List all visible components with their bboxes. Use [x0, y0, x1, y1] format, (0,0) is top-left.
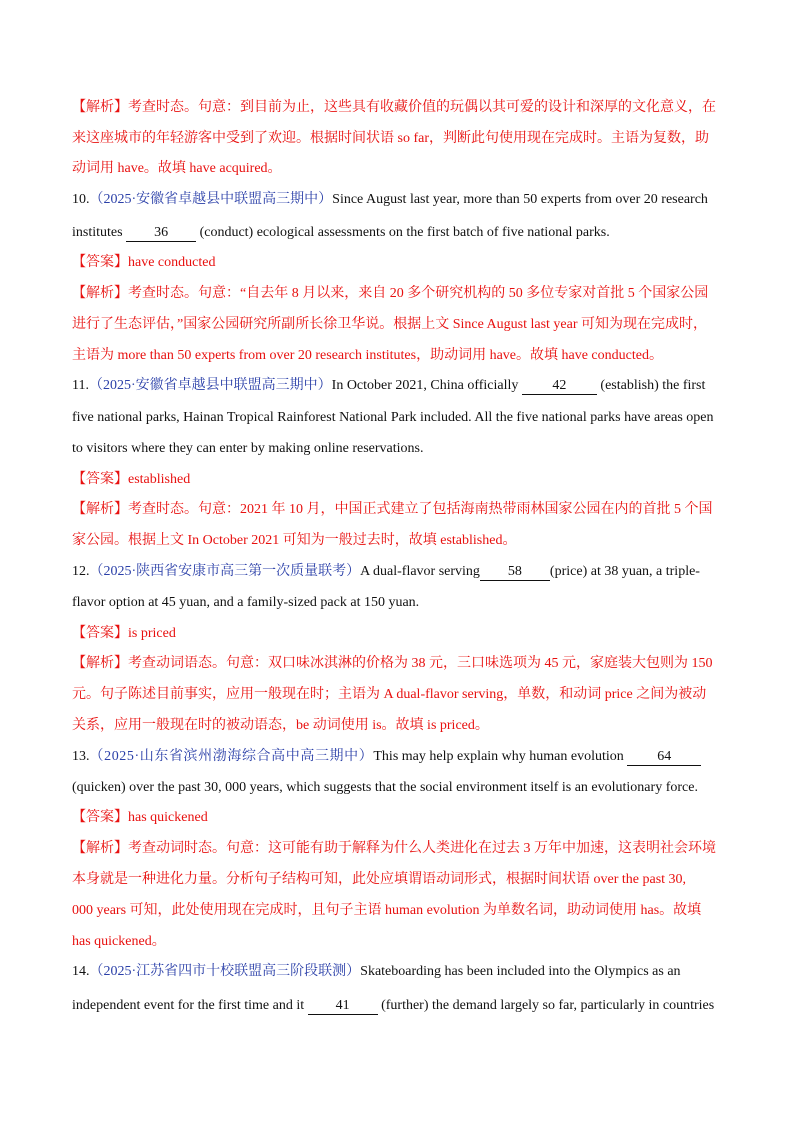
analysis-text: 进行了生态评估，”国家公园研究所副所长徐卫华说。根据上文 Since August last year 可知为现在完成时， — [72, 317, 708, 332]
question-text-part: In October 2021, China officially — [331, 378, 522, 393]
question-text: five national parks, Hainan Tropical Rainforest National Park included. All the five national parks have areas open — [72, 410, 714, 425]
question-source: （2025·山东省滨州渤海综合高中高三期中） — [89, 749, 374, 764]
analysis-text: 元。句子陈述目前事实，应用一般现在时；主语为 A dual-flavor serving，单数，和动词 price 之间为被动 — [72, 687, 707, 702]
question-text: flavor option at 45 yuan, and a family-sized pack at 150 yuan. — [72, 595, 420, 610]
question-text-part: (further) the demand largely so far, particularly in countries — [377, 998, 715, 1013]
question-text: (quicken) over the past 30, 000 years, which suggests that the social environment itself is an evolutionary force. — [72, 780, 698, 795]
analysis-text: 主语为 more than 50 experts from over 20 research institutes，助动词用 have。故填 have conducted。 — [72, 348, 663, 363]
answer-line: 【答案】is priced — [72, 626, 176, 641]
question-number: 14. — [72, 964, 90, 979]
question-number: 12. — [72, 564, 90, 579]
question-text-part: Skateboarding has been included into the Olympics as an — [360, 964, 681, 979]
question-text-part: (establish) the first — [596, 378, 706, 393]
question-10 — [72, 190, 732, 210]
analysis-text: 【解析】考查时态。句意：2021 年 10 月，中国正式建立了包括海南热带雨林国家公园在内的首批 5 个国 — [72, 502, 713, 517]
answer-line: 【答案】have conducted — [72, 255, 216, 270]
question-14 — [72, 962, 732, 982]
question-text-part: (conduct) ecological assessments on the first batch of five national parks. — [196, 225, 610, 240]
question-text: to visitors where they can enter by making online reservations. — [72, 441, 424, 456]
question-text-part: institutes — [72, 225, 127, 240]
analysis-text: 000 years 可知，此处使用现在完成时，且句子主语 human evolution 为单数名词，助动词使用 has。故填 — [72, 903, 702, 918]
answer-line: 【答案】established — [72, 472, 191, 487]
question-number: 11. — [72, 378, 89, 393]
answer-blank: 41 — [308, 998, 378, 1015]
question-text — [72, 223, 732, 243]
question-text-part: This may help explain why human evolution — [373, 749, 628, 764]
question-source: （2025·安徽省卓越县中联盟高三期中） — [88, 378, 332, 393]
question-source: （2025·江苏省四市十校联盟高三阶段联测） — [89, 964, 361, 979]
analysis-text: 【解析】考查动词时态。句意：这可能有助于解释为什么人类进化在过去 3 万年中加速，这表明社会环境 — [72, 841, 716, 856]
question-text-part: (price) at 38 yuan, a triple- — [549, 564, 700, 579]
analysis-text: 动词用 have。故填 have acquired。 — [72, 161, 282, 176]
answer-blank: 64 — [627, 749, 701, 766]
analysis-text: 【解析】考查动词语态。句意：双口味冰淇淋的价格为 38 元，三口味选项为 45 元，家庭装大包则为 150 — [72, 656, 713, 671]
analysis-text: 家公园。根据上文 In October 2021 可知为一般过去时，故填 established。 — [72, 533, 517, 548]
analysis-text: has quickened。 — [72, 934, 166, 949]
question-source: （2025·陕西省安康市高三第一次质量联考） — [89, 564, 361, 579]
analysis-text: 本身就是一种进化力量。分析句子结构可知，此处应填谓语动词形式，根据时间状语 over the past 30, — [72, 872, 687, 887]
answer-blank: 42 — [522, 378, 597, 395]
question-text-part: A dual-flavor serving — [360, 564, 480, 579]
question-number: 10. — [72, 192, 90, 207]
question-number: 13. — [72, 749, 90, 764]
analysis-text: 【解析】考查时态。句意：到目前为止，这些具有收藏价值的玩偶以其可爱的设计和深厚的文化意义，在 — [72, 100, 716, 115]
question-source: （2025·安徽省卓越县中联盟高三期中） — [89, 192, 333, 207]
analysis-text: 关系，应用一般现在时的被动语态，be 动词使用 is。故填 is priced。 — [72, 718, 489, 733]
question-12 — [72, 562, 732, 582]
answer-blank: 58 — [480, 564, 550, 581]
analysis-text: 【解析】考查时态。句意：“自去年 8 月以来，来自 20 多个研究机构的 50 多位专家对首批 5 个国家公园 — [72, 286, 709, 301]
analysis-text: 来这座城市的年轻游客中受到了欢迎。根据时间状语 so far，判断此句使用现在完成时。主语为复数，助 — [72, 131, 709, 146]
question-11 — [72, 376, 732, 396]
question-text: Since August last year, more than 50 experts from over 20 research — [332, 192, 708, 207]
question-text-part: independent event for the first time and it — [72, 998, 308, 1013]
answer-blank: 36 — [126, 225, 196, 242]
question-13 — [72, 747, 732, 767]
question-text — [72, 996, 732, 1016]
answer-line: 【答案】has quickened — [72, 810, 208, 825]
